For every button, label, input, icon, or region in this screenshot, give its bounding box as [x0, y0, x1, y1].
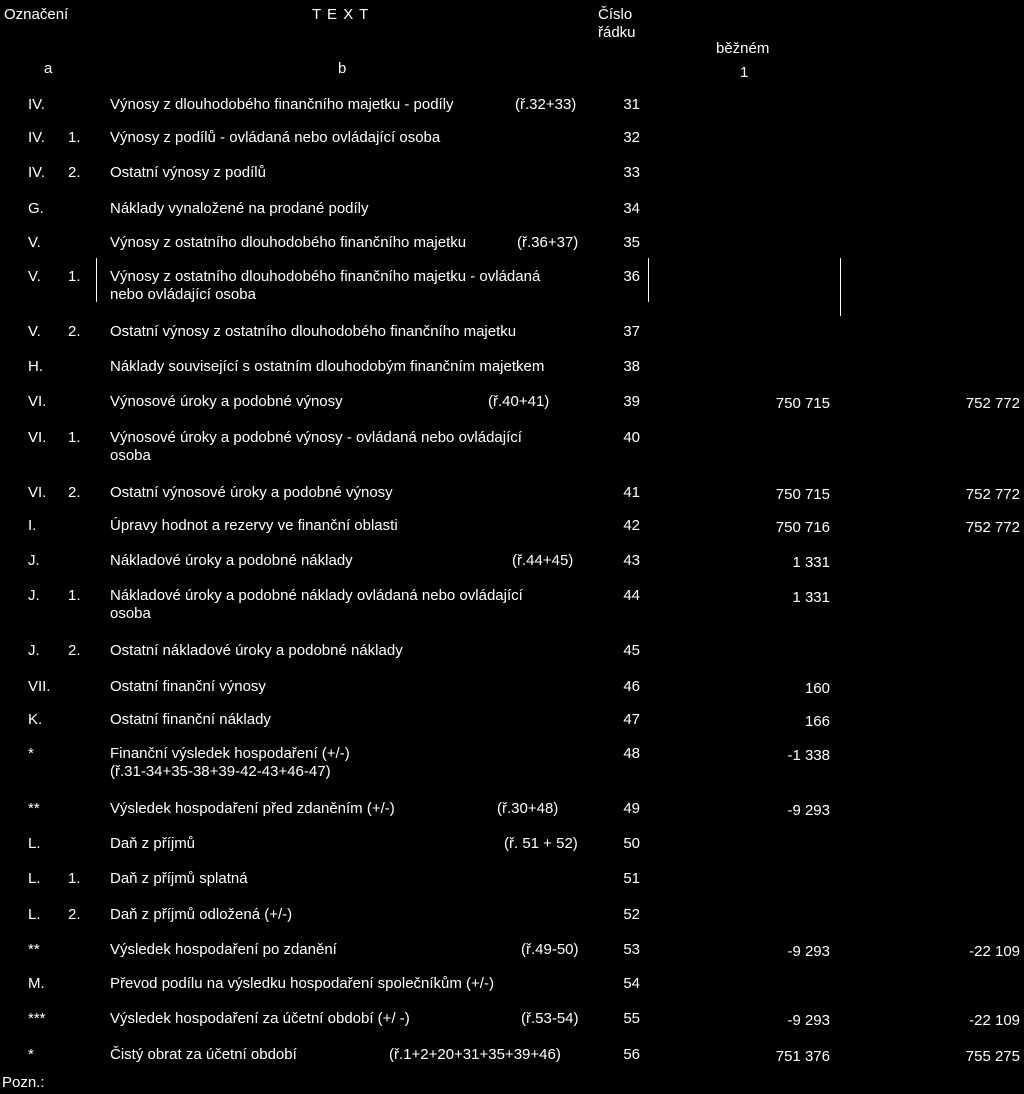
row-description: Daň z příjmů odložená (+/-)	[110, 906, 293, 923]
row-line-number: 56	[623, 1046, 640, 1063]
row-line-number: 48	[623, 745, 640, 762]
row-current-value: 751 376	[775, 1048, 830, 1065]
row-current-value: -9 293	[787, 802, 830, 819]
row-line-number: 32	[623, 129, 640, 146]
row-code-primary: J.	[28, 587, 40, 604]
row-current-value: -9 293	[787, 1012, 830, 1029]
row-formula: (ř.40+41)	[488, 393, 550, 410]
row-description: Výnosy z podílů - ovládaná nebo ovládající osoba	[110, 129, 441, 146]
row-description: Výnosové úroky a podobné výnosy	[110, 393, 343, 410]
row-code-secondary: 2.	[68, 323, 81, 340]
header-col-b: b	[338, 60, 347, 77]
row-line-number: 41	[623, 484, 640, 501]
row-code-primary: IV.	[28, 164, 45, 181]
row-line-number: 47	[623, 711, 640, 728]
row-description: Výsledek hospodaření za účetní období (+/ -)	[110, 1010, 410, 1027]
row-line-number: 45	[623, 642, 640, 659]
row-line-number: 42	[623, 517, 640, 534]
row-description: Výnosy z ostatního dlouhodobého finančního majetku - ovládaná	[110, 268, 541, 285]
row-description: Ostatní výnosy z podílů	[110, 164, 266, 181]
row-code-primary: G.	[28, 200, 44, 217]
row-code-secondary: 2.	[68, 164, 81, 181]
row-code-primary: VI.	[28, 484, 47, 501]
row-line-number: 52	[623, 906, 640, 923]
row-code-primary: J.	[28, 642, 40, 659]
row-current-value: -9 293	[787, 943, 830, 960]
row-previous-value: -22 109	[969, 1012, 1020, 1029]
row-line-number: 36	[623, 268, 640, 285]
header-col-1: 1	[740, 64, 749, 81]
row-line-number: 34	[623, 200, 640, 217]
row-previous-value: 752 772	[965, 486, 1020, 503]
row-description: Úpravy hodnot a rezervy ve finanční oblasti	[110, 517, 398, 534]
row-line-number: 49	[623, 800, 640, 817]
row-description: Čistý obrat za účetní období	[110, 1046, 297, 1063]
row-line-number: 50	[623, 835, 640, 852]
row-description: Náklady vynaložené na prodané podíly	[110, 200, 369, 217]
row-line-number: 39	[623, 393, 640, 410]
row-code-secondary: 2.	[68, 906, 81, 923]
row-description-cont: nebo ovládající osoba	[110, 286, 256, 303]
row-code-primary: *	[28, 745, 34, 762]
row-divider-right	[840, 258, 841, 316]
row-code-primary: **	[28, 941, 40, 958]
row-code-secondary: 1.	[68, 129, 81, 146]
row-line-number: 38	[623, 358, 640, 375]
row-code-secondary: 1.	[68, 268, 81, 285]
header-text: T E X T	[312, 6, 370, 23]
row-description: Ostatní finanční výnosy	[110, 678, 266, 695]
row-code-secondary: 1.	[68, 587, 81, 604]
row-current-value: 1 331	[792, 554, 830, 571]
header-radku: řádku	[598, 24, 636, 41]
row-code-primary: K.	[28, 711, 43, 728]
row-description: Výnosy z dlouhodobého finančního majetku - podíly	[110, 96, 454, 113]
row-description: Výnosové úroky a podobné výnosy - ovládaná nebo ovládající	[110, 429, 522, 446]
row-description-cont: (ř.31-34+35-38+39-42-43+46-47)	[110, 763, 331, 780]
row-description: Náklady související s ostatním dlouhodobým finančním majetkem	[110, 358, 545, 375]
row-previous-value: 755 275	[965, 1048, 1020, 1065]
row-line-number: 55	[623, 1010, 640, 1027]
row-formula: (ř.36+37)	[517, 234, 579, 251]
row-divider-left	[96, 258, 97, 302]
row-formula: (ř. 51 + 52)	[504, 835, 578, 852]
row-code-primary: L.	[28, 835, 41, 852]
row-description: Ostatní finanční náklady	[110, 711, 271, 728]
row-previous-value: -22 109	[969, 943, 1020, 960]
header-oznaceni: Označení	[4, 6, 69, 23]
header-cislo: Číslo	[598, 6, 633, 23]
row-divider-mid	[648, 258, 649, 302]
row-line-number: 51	[623, 870, 640, 887]
row-description-cont: osoba	[110, 605, 151, 622]
row-line-number: 35	[623, 234, 640, 251]
row-description: Výnosy z ostatního dlouhodobého finančního majetku	[110, 234, 467, 251]
row-code-secondary: 1.	[68, 870, 81, 887]
row-current-value: 160	[804, 680, 830, 697]
row-formula: (ř.32+33)	[515, 96, 577, 113]
row-code-primary: V.	[28, 234, 41, 251]
row-current-value: 750 715	[775, 486, 830, 503]
row-code-primary: ***	[28, 1010, 46, 1027]
row-code-secondary: 2.	[68, 642, 81, 659]
header-col-a: a	[44, 60, 53, 77]
row-code-secondary: 2.	[68, 484, 81, 501]
row-description: Převod podílu na výsledku hospodaření společníkům (+/-)	[110, 975, 494, 992]
row-formula: (ř.44+45)	[512, 552, 574, 569]
header-beznem: běžném	[716, 40, 770, 57]
row-line-number: 40	[623, 429, 640, 446]
row-code-secondary: 1.	[68, 429, 81, 446]
row-line-number: 54	[623, 975, 640, 992]
row-line-number: 53	[623, 941, 640, 958]
row-description: Daň z příjmů	[110, 835, 196, 852]
row-line-number: 31	[623, 96, 640, 113]
row-code-primary: M.	[28, 975, 45, 992]
row-description: Výsledek hospodaření před zdaněním (+/-)	[110, 800, 395, 817]
row-description: Nákladové úroky a podobné náklady	[110, 552, 353, 569]
row-code-primary: I.	[28, 517, 37, 534]
row-previous-value: 752 772	[965, 395, 1020, 412]
footer-pozn: Pozn.:	[2, 1074, 45, 1091]
row-line-number: 33	[623, 164, 640, 181]
row-formula: (ř.30+48)	[497, 800, 559, 817]
row-description: Finanční výsledek hospodaření (+/-)	[110, 745, 350, 762]
row-current-value: 1 331	[792, 589, 830, 606]
row-current-value: -1 338	[787, 747, 830, 764]
row-description-cont: osoba	[110, 447, 151, 464]
row-code-primary: **	[28, 800, 40, 817]
row-code-primary: VII.	[28, 678, 51, 695]
row-code-primary: VI.	[28, 393, 47, 410]
row-description: Ostatní nákladové úroky a podobné náklady	[110, 642, 403, 659]
row-code-primary: V.	[28, 268, 41, 285]
row-previous-value: 752 772	[965, 519, 1020, 536]
row-formula: (ř.49-50)	[521, 941, 579, 958]
row-description: Daň z příjmů splatná	[110, 870, 248, 887]
row-code-primary: VI.	[28, 429, 47, 446]
row-current-value: 750 716	[775, 519, 830, 536]
row-code-primary: V.	[28, 323, 41, 340]
row-code-primary: IV.	[28, 129, 45, 146]
row-current-value: 166	[804, 713, 830, 730]
row-line-number: 37	[623, 323, 640, 340]
row-code-primary: L.	[28, 906, 41, 923]
row-code-primary: H.	[28, 358, 43, 375]
row-line-number: 43	[623, 552, 640, 569]
row-code-primary: IV.	[28, 96, 45, 113]
row-description: Nákladové úroky a podobné náklady ovládaná nebo ovládající	[110, 587, 523, 604]
row-description: Ostatní výnosové úroky a podobné výnosy	[110, 484, 393, 501]
row-formula: (ř.1+2+20+31+35+39+46)	[389, 1046, 561, 1063]
row-code-primary: J.	[28, 552, 40, 569]
row-formula: (ř.53-54)	[521, 1010, 579, 1027]
row-line-number: 46	[623, 678, 640, 695]
row-line-number: 44	[623, 587, 640, 604]
row-current-value: 750 715	[775, 395, 830, 412]
row-description: Výsledek hospodaření po zdanění	[110, 941, 337, 958]
row-code-primary: L.	[28, 870, 41, 887]
row-description: Ostatní výnosy z ostatního dlouhodobého finančního majetku	[110, 323, 517, 340]
row-code-primary: *	[28, 1046, 34, 1063]
